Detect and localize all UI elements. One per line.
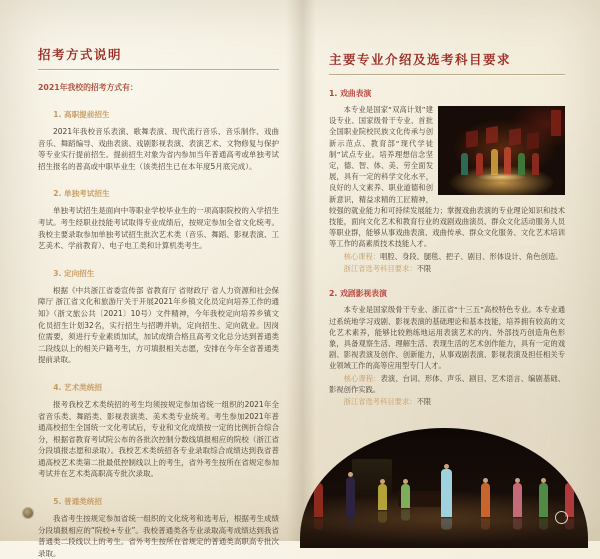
- exam-requirement-value: 不限: [416, 264, 432, 274]
- stage-flag: [466, 130, 478, 148]
- performer-figure: [378, 484, 387, 510]
- performer-figure: [532, 153, 539, 175]
- performer-figure: [441, 469, 452, 517]
- stage-flag: [527, 132, 539, 150]
- left-page-title: 招考方式说明: [38, 47, 123, 62]
- right-page-title: 主要专业介绍及选考科目要求: [329, 52, 512, 67]
- left-section-5-heading: 5. 普通类统招: [53, 497, 102, 507]
- major-1-heading: 1. 戏曲表演: [329, 89, 372, 98]
- stage-banner: [551, 110, 561, 136]
- page-gutter-shadow: [286, 0, 316, 541]
- major-2-body: 本专业是国家级骨干专业、浙江省“十三五”高校特色专业。本专业通过系统地学习戏剧、影视表演的基础理论和基本技能，培养拥有较高的文化艺术素养，能够比较熟练地运用表演艺术的内、外部技巧创造角色形象，具备观察生活、理解生活、表现生活的艺术创作能力，具有一定的戏剧、影视表演及创作、创新能力，从事戏剧表演、影视表演及担任相关专业领域工作的高等应用型专门人才。: [329, 305, 565, 371]
- opera-tableau-photo: [438, 106, 565, 195]
- left-section-4-heading: 4. 艺术类统招: [53, 382, 102, 392]
- core-courses-value: 唱腔、身段、腿毯、把子、剧目、形体设计、角色创造。: [380, 251, 563, 261]
- left-section-2-heading: 2. 单独考试招生: [53, 189, 110, 199]
- exam-requirement-label: 浙江省选考科目要求：: [343, 264, 417, 274]
- left-section-2-body: 单独考试招生是面向中等职业学校毕业生的一项高职院校的入学招生考试。考生经职业技能考试取得专业成绩后，按规定参加全省文化统考。我校主要录取参加单独考试招生批次艺术类（音乐、舞蹈、影视表演、工艺美术、学前教育）、电子电工类和计算机类考生。: [38, 206, 279, 251]
- exam-requirement-label: 浙江省选考科目要求：: [343, 397, 417, 407]
- stage-flag: [509, 128, 521, 146]
- arched-stage-performance-photo: [300, 428, 588, 548]
- performer-figure: [504, 147, 511, 175]
- major-1-body: 本专业是国家“双高计划”建设专业、国家级骨干专业、首批全国职业院校民族文化传承与创新示范点、教育部“现代学徒制”试点专业。培养理想信念坚定，德、智、体、美、劳全面发展，具有一定的科学文化水平，良好的人文素养、职业道德和创新意识，精益求精的工匠精神，较强的就业能力和可持续发展能力；掌握戏曲表演的专业理论知识和技术技能，面向文化艺术和教育行业的戏剧戏曲演员、群众文化活动服务人员等职业群，能够从事戏曲表演、戏曲传承、群众文化服务、文化艺术培训等工作的高素质技术技能人才。: [329, 105, 565, 249]
- major-2-core-courses: [329, 373, 565, 396]
- major-1-core-courses: [329, 251, 565, 262]
- stage-flag: [486, 127, 498, 145]
- core-courses-value: 表演、台词、形体、声乐、剧目、艺术语言、编剧基础、影视创作实践。: [329, 373, 566, 395]
- performer-figure: [491, 149, 498, 175]
- performer-figure: [346, 477, 355, 517]
- left-section-4-body: 报考我校艺术类统招的考生均须按规定参加省统一组织的2021年全省音乐类、舞蹈类、影视表演类、美术类专业统考。考生参加2021年普通高校招生全国统一文化考试后，专业和文化成绩按一定的比例折合综合分，根据省教育考试院公布的各批次控制分数线填报相应的院校（浙江省分段填报志愿和录取）。我校艺术类统招各专业录取综合成绩达到我省普通高校艺术类第二批最低控制线以上的考生，省外考生按所在省规定参加考试并在艺术类高职高专批次录取。: [38, 399, 279, 479]
- left-section-1-heading: 1. 高职提前招生: [53, 110, 110, 119]
- left-section-3-body: 根据《中共浙江省委宣传部 省教育厅 省财政厅 省人力资源和社会保障厅 浙江省文化和旅游厅关于开展2021年乡镇文化员定向培养工作的通知》（浙文旅公共〔2021〕10号）文件精神，今年我校定向培养乡镇文化员招生计划32名，实行招生与招聘并轨，定向招生、定向就业。因岗位需要，须进行专业素质加试，加试成绩合格且高考文化总分达到普通类二段线以上的相关户籍考生，方可填报相关志愿，安排在今年全省普通类提前录取。: [38, 285, 279, 365]
- major-1-exam-requirement: [329, 263, 565, 274]
- major-2-exam-requirement: [329, 396, 565, 407]
- left-section-1-body: 2021年我校音乐表演、歌舞表演、现代流行音乐、音乐制作、戏曲音乐、舞蹈编导、戏曲表演、戏剧影视表演、表演艺术、文物修复与保护等专业实行提前招生。提前招生对象为省内参加当年普通高考或单独考试招生报名的普高或中职毕业生（该类招生已在本年度5月底完成）。: [38, 127, 279, 171]
- admission-intro: 2021年我校的招考方式有：: [38, 83, 138, 92]
- core-courses-label: 核心课程：: [343, 251, 381, 261]
- stage-floor-glow: [476, 173, 527, 181]
- page-number-badge-left: [23, 508, 33, 518]
- right-page: [329, 0, 565, 408]
- page-number-badge-right: [555, 511, 568, 524]
- performer-figure: [461, 153, 468, 175]
- performer-figure: [513, 483, 522, 517]
- performer-figure: [401, 484, 410, 508]
- title-divider: [329, 74, 565, 75]
- title-divider: [38, 69, 279, 70]
- exam-requirement-value: 不限: [416, 397, 432, 407]
- performer-figure: [539, 483, 548, 517]
- left-page: [38, 0, 279, 559]
- major-1-body-wrap: [329, 104, 565, 250]
- left-section-5-body: 我省考生按规定参加省统一组织的文化统考和选考后，根据考生成绩分段填报相应的“院校+专业”。我校普通类各专业录取高考成绩达到我省普通类二段线以上的考生。省外考生按所在省规定的普通类高职高专批次录取。: [38, 514, 279, 558]
- left-section-3-heading: 3. 定向招生: [53, 268, 95, 278]
- core-courses-label: 核心课程：: [343, 373, 381, 383]
- performer-figure: [481, 483, 490, 517]
- major-2-heading: 2. 戏剧影视表演: [329, 289, 387, 299]
- performer-figure: [314, 483, 323, 517]
- performer-figure: [565, 483, 574, 517]
